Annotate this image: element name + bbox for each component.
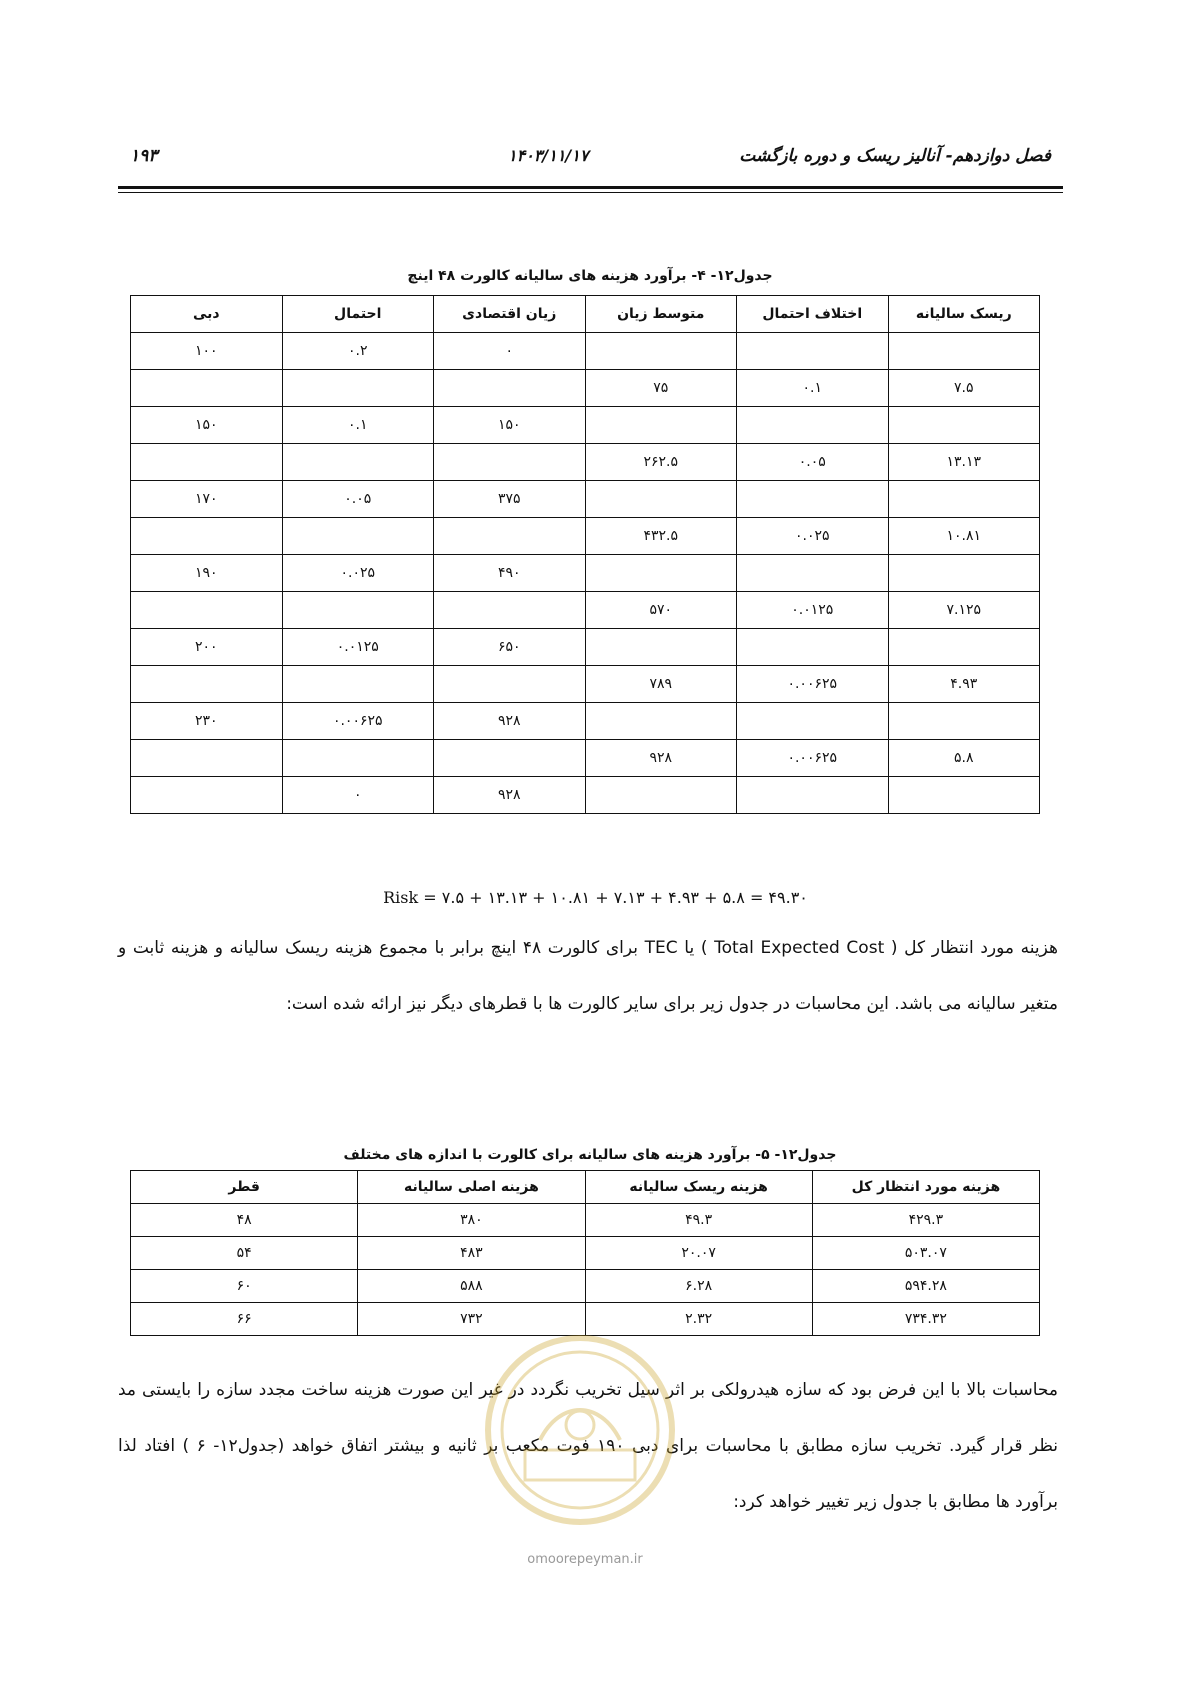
paragraph-tec: هزینه مورد انتظار کل ( Total Expected Cost ) یا TEC برای کالورت ۴۸ اینچ برابر با مجموع هزینه ریسک سالیانه و هزینه ثابت و متغیر سالیانه می باشد. این محاسبات در جدول زیر برای سایر کالورت ها با قطرهای دیگر نیز ارائه شده است: (118, 938, 1058, 1014)
table-cell (434, 740, 586, 777)
page-number: ۱۹۳ (130, 146, 158, 166)
table-cell (737, 777, 889, 814)
table-cell: ۵۷۰ (585, 592, 737, 629)
table-cell (888, 629, 1040, 666)
table1-header-cell: اختلاف احتمال (737, 296, 889, 333)
table-cell (585, 407, 737, 444)
table1-header-cell: متوسط زیان (585, 296, 737, 333)
table2-header-cell: قطر (131, 1171, 358, 1204)
table-cell (585, 333, 737, 370)
culvert-size-cost-table (130, 1170, 1040, 1336)
table-cell (131, 444, 283, 481)
table-cell (131, 777, 283, 814)
table2-body (131, 1204, 1040, 1336)
table-cell: ۴.۹۳ (888, 666, 1040, 703)
table-cell: ۰.۰۱۲۵ (282, 629, 434, 666)
table-row (131, 592, 1040, 629)
table-cell (131, 666, 283, 703)
table-cell: ۰.۰۵ (737, 444, 889, 481)
table-cell: ۰ (434, 333, 586, 370)
table-cell: ۱۹۰ (131, 555, 283, 592)
table-cell: ۰.۰۰۶۲۵ (737, 740, 889, 777)
seal-logo-icon (480, 1330, 680, 1530)
table-cell (282, 370, 434, 407)
table-cell (888, 703, 1040, 740)
table-row (131, 703, 1040, 740)
table-cell (737, 481, 889, 518)
table-cell: ۴۸۳ (358, 1237, 585, 1270)
paragraph-damage: محاسبات بالا با این فرض بود که سازه هیدرولکی بر اثر سیل تخریب نگردد در غیر این صورت هزینه ساخت مجدد سازه را بایستی مد نظر قرار گیرد. تخریب سازه مطابق با محاسبات برای دبی ۱۹۰ فوت مکعب بر ثانیه و بیشتر اتفاق خواهد (جدول۱۲- ۶ ) افتاد لذا برآورد ها مطابق با جدول زیر تغییر خواهد کرد: (118, 1380, 1058, 1512)
table-cell (434, 444, 586, 481)
table-cell: ۹۲۸ (434, 703, 586, 740)
table-cell (737, 703, 889, 740)
table-cell: ۰ (282, 777, 434, 814)
table-cell (585, 481, 737, 518)
table-cell: ۱۵۰ (434, 407, 586, 444)
table-row (131, 407, 1040, 444)
table-cell: ۰.۰۰۶۲۵ (282, 703, 434, 740)
table-cell: ۶۵۰ (434, 629, 586, 666)
table-cell (282, 666, 434, 703)
table1-header-row (131, 296, 1040, 333)
table-row (131, 333, 1040, 370)
table-cell (282, 444, 434, 481)
table-cell: ۴۳۲.۵ (585, 518, 737, 555)
table-cell (131, 740, 283, 777)
table-cell (888, 333, 1040, 370)
table-cell: ۰.۰۵ (282, 481, 434, 518)
table-cell: ۶.۲۸ (585, 1270, 812, 1303)
table-row (131, 1270, 1040, 1303)
table-cell: ۱۰.۸۱ (888, 518, 1040, 555)
table-cell: ۹۲۸ (434, 777, 586, 814)
table-cell: ۲۰.۰۷ (585, 1237, 812, 1270)
table1-header-cell: دبی (131, 296, 283, 333)
table-cell (131, 370, 283, 407)
table-cell: ۲۶۲.۵ (585, 444, 737, 481)
table-cell (434, 592, 586, 629)
table-cell (585, 629, 737, 666)
table-cell: ۱۵۰ (131, 407, 283, 444)
table2-header-cell: هزینه اصلی سالیانه (358, 1171, 585, 1204)
table-cell: ۷۳۲ (358, 1303, 585, 1336)
table1-header-cell: ریسک سالیانه (888, 296, 1040, 333)
table-cell: ۴۹۰ (434, 555, 586, 592)
header-date: ۱۴۰۳/۱۱/۱۷ (508, 146, 589, 165)
table-cell: ۰.۰۰۶۲۵ (737, 666, 889, 703)
table-cell (282, 740, 434, 777)
table-row (131, 370, 1040, 407)
table-cell: ۷۵ (585, 370, 737, 407)
table-cell: ۷۳۴.۳۲ (812, 1303, 1039, 1336)
table-cell: ۲۳۰ (131, 703, 283, 740)
table1-caption: جدول۱۲- ۴- برآورد هزینه های سالیانه کالورت ۴۸ اینچ (407, 268, 773, 284)
table-row (131, 1237, 1040, 1270)
table-cell: ۵۴ (131, 1237, 358, 1270)
header-rule-thick (118, 186, 1063, 189)
table-cell (888, 777, 1040, 814)
table-cell (585, 703, 737, 740)
table-cell (282, 518, 434, 555)
table-cell: ۱۳.۱۳ (888, 444, 1040, 481)
table-cell (737, 629, 889, 666)
table-cell: ۴۲۹.۳ (812, 1204, 1039, 1237)
table-row (131, 481, 1040, 518)
risk-formula: Risk = ۷.۵ + ۱۳.۱۳ + ۱۰.۸۱ + ۷.۱۳ + ۴.۹۳ + ۵.۸ = ۴۹.۳۰ (383, 888, 808, 907)
table-row (131, 1204, 1040, 1237)
table-cell: ۲۰۰ (131, 629, 283, 666)
table-cell (888, 407, 1040, 444)
table-cell (737, 555, 889, 592)
table-cell (737, 407, 889, 444)
table-cell (888, 481, 1040, 518)
table2-header-cell: هزینه مورد انتظار کل (812, 1171, 1039, 1204)
table1-header-cell: احتمال (282, 296, 434, 333)
header-rule-thin (118, 192, 1063, 193)
table-row (131, 518, 1040, 555)
table-cell: ۷۸۹ (585, 666, 737, 703)
table-cell: ۱۰۰ (131, 333, 283, 370)
table-cell (434, 370, 586, 407)
table-row (131, 777, 1040, 814)
table-cell: ۷.۵ (888, 370, 1040, 407)
watermark-site: omoorepeyman.ir (527, 1552, 643, 1567)
table-cell: ۳۷۵ (434, 481, 586, 518)
table-cell (131, 592, 283, 629)
table-cell: ۰.۰۲۵ (282, 555, 434, 592)
annual-cost-table-48 (130, 295, 1040, 814)
table-cell (585, 777, 737, 814)
page-header (118, 140, 1063, 170)
table1-body (131, 333, 1040, 814)
table-cell (131, 518, 283, 555)
table-cell (434, 518, 586, 555)
table-cell: ۵.۸ (888, 740, 1040, 777)
table-cell: ۵۰۳.۰۷ (812, 1237, 1039, 1270)
table-cell: ۰.۱ (282, 407, 434, 444)
table-row (131, 555, 1040, 592)
table-cell: ۵۹۴.۲۸ (812, 1270, 1039, 1303)
table-cell: ۹۲۸ (585, 740, 737, 777)
table-cell (585, 555, 737, 592)
table-cell: ۴۸ (131, 1204, 358, 1237)
table-cell: ۰.۰۱۲۵ (737, 592, 889, 629)
table-cell: ۲.۳۲ (585, 1303, 812, 1336)
table2-caption: جدول۱۲- ۵- برآورد هزینه های سالیانه برای کالورت با اندازه های مختلف (343, 1147, 837, 1163)
table-cell: ۳۸۰ (358, 1204, 585, 1237)
table-cell: ۰.۱ (737, 370, 889, 407)
table-cell: ۶۶ (131, 1303, 358, 1336)
table2-header-cell: هزینه ریسک سالیانه (585, 1171, 812, 1204)
table2-header-row (131, 1171, 1040, 1204)
table-row (131, 629, 1040, 666)
table-cell (888, 555, 1040, 592)
table-cell: ۰.۲ (282, 333, 434, 370)
table-cell (434, 666, 586, 703)
table-cell: ۰.۰۲۵ (737, 518, 889, 555)
table-cell: ۱۷۰ (131, 481, 283, 518)
table1-header-cell: زیان اقتصادی (434, 296, 586, 333)
table-cell: ۵۸۸ (358, 1270, 585, 1303)
table-cell (282, 592, 434, 629)
table-cell: ۷.۱۲۵ (888, 592, 1040, 629)
table-cell (737, 333, 889, 370)
table-row (131, 666, 1040, 703)
chapter-title: فصل دوازدهم- آنالیز ریسک و دوره بازگشت (739, 146, 1051, 166)
table-cell: ۶۰ (131, 1270, 358, 1303)
table-row (131, 740, 1040, 777)
table-row (131, 444, 1040, 481)
table-cell: ۴۹.۳ (585, 1204, 812, 1237)
